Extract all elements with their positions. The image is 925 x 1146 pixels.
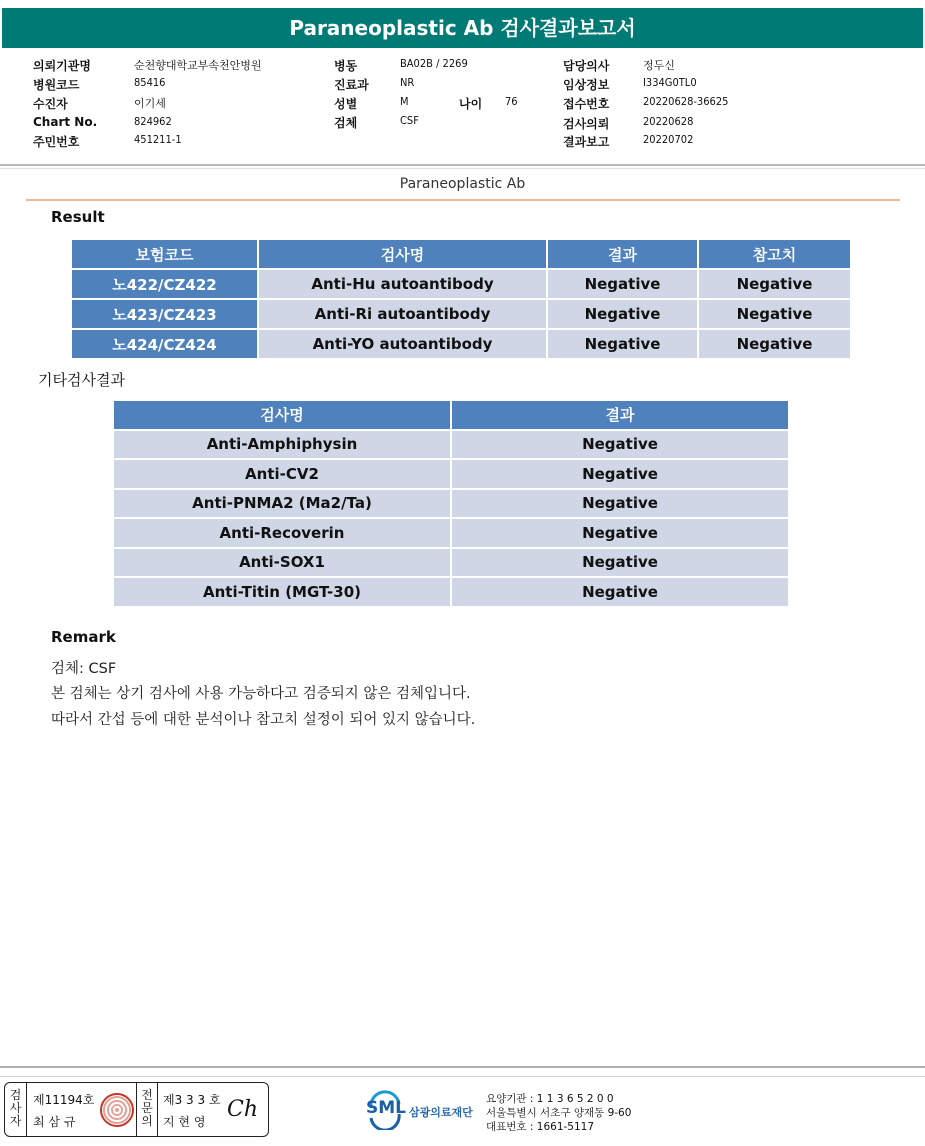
dept-label: 진료과 <box>334 78 369 92</box>
result-cell: Negative <box>452 519 788 547</box>
sml-logo-text: SML <box>366 1098 406 1118</box>
table-row <box>114 519 788 547</box>
org-phone: 대표번호 : 1661-5117 <box>486 1121 595 1133</box>
official-seal-icon <box>100 1093 134 1127</box>
hospital-code-value: 85416 <box>134 76 166 89</box>
col-header-result: 결과 <box>548 240 697 268</box>
result-table-header <box>72 240 850 268</box>
signature-box <box>4 1082 269 1137</box>
sex-label: 성별 <box>334 97 358 111</box>
clinical-label: 임상정보 <box>563 78 610 92</box>
section-title: Paraneoplastic Ab <box>399 176 526 192</box>
specimen-label: 검체 <box>334 116 358 130</box>
remark-heading: Remark <box>51 628 116 646</box>
report-value: 20220702 <box>643 133 694 146</box>
footer-divider-thin <box>0 1076 925 1077</box>
specialist-number: 제3 3 3 호 <box>163 1093 221 1107</box>
examiner-label <box>5 1083 27 1136</box>
result-cell: Negative <box>452 549 788 577</box>
result-cell: Negative <box>452 431 788 459</box>
test-name-cell: Anti-Recoverin <box>114 519 450 547</box>
result-cell: Negative <box>548 300 697 328</box>
table-row <box>114 431 788 459</box>
report-label: 결과보고 <box>563 135 610 149</box>
institution-value: 순천향대학교부속천안병원 <box>134 59 262 72</box>
report-title: Paraneoplastic Ab 검사결과보고서 <box>2 8 923 48</box>
result-cell: Negative <box>548 330 697 358</box>
remark-line: 따라서 간섭 등에 대한 분석이나 참고치 설정이 되어 있지 않습니다. <box>51 712 476 728</box>
test-name-cell: Anti-CV2 <box>114 460 450 488</box>
table-row <box>72 330 850 358</box>
id-label: 주민번호 <box>33 135 80 149</box>
col-header-test-name: 검사명 <box>114 401 450 429</box>
doctor-value: 정두신 <box>643 59 675 72</box>
test-name-cell: Anti-Amphiphysin <box>114 431 450 459</box>
table-row <box>72 300 850 328</box>
patient-info <box>0 56 925 162</box>
table-row <box>114 460 788 488</box>
clinical-value: I334G0TL0 <box>643 76 697 89</box>
result-cell: Negative <box>548 270 697 298</box>
age-label: 나이 <box>459 97 483 111</box>
table-row <box>114 490 788 518</box>
id-value: 451211-1 <box>134 133 182 146</box>
table-row <box>72 270 850 298</box>
test-name-cell: Anti-PNMA2 (Ma2/Ta) <box>114 490 450 518</box>
receipt-value: 20220628-36625 <box>643 95 729 108</box>
test-name-cell: Anti-Hu autoantibody <box>259 270 546 298</box>
table-row <box>114 578 788 606</box>
specimen-value: CSF <box>400 114 419 127</box>
examiner-label-text: 검 사 자 <box>9 1088 22 1128</box>
col-header-insurance-code: 보험코드 <box>72 240 257 268</box>
result-cell: Negative <box>452 490 788 518</box>
ward-value: BA02B / 2269 <box>400 57 468 70</box>
result-heading: Result <box>51 208 105 226</box>
examiner-name: 최 삼 규 <box>33 1115 76 1129</box>
hospital-code-label: 병원코드 <box>33 78 80 92</box>
patient-label: 수진자 <box>33 97 68 111</box>
sex-value: M <box>400 95 409 108</box>
footer-divider <box>0 1066 925 1068</box>
specialist-label-text: 전 문 의 <box>141 1088 153 1128</box>
result-table <box>70 238 852 360</box>
reference-cell: Negative <box>699 300 850 328</box>
insurance-code-cell: 노422/CZ422 <box>72 270 257 298</box>
org-address: 서울특별시 서초구 양재동 9-60 <box>486 1107 632 1119</box>
request-label: 검사의뢰 <box>563 117 610 131</box>
dept-value: NR <box>400 76 415 89</box>
specialist-name: 지 현 영 <box>163 1115 206 1129</box>
receipt-label: 접수번호 <box>563 97 610 111</box>
specialist-label <box>136 1083 158 1136</box>
chart-value: 824962 <box>134 115 172 128</box>
test-name-cell: Anti-Ri autoantibody <box>259 300 546 328</box>
ward-label: 병동 <box>334 59 358 73</box>
org-registration: 요양기관 : 1 1 3 6 5 2 0 0 <box>486 1093 614 1105</box>
col-header-test-name: 검사명 <box>259 240 546 268</box>
col-header-reference: 참고치 <box>699 240 850 268</box>
col-header-result: 결과 <box>452 401 788 429</box>
test-name-cell: Anti-YO autoantibody <box>259 330 546 358</box>
insurance-code-cell: 노424/CZ424 <box>72 330 257 358</box>
doctor-label: 담당의사 <box>563 59 610 73</box>
insurance-code-cell: 노423/CZ423 <box>72 300 257 328</box>
reference-cell: Negative <box>699 270 850 298</box>
org-name: 삼광의료재단 <box>409 1106 473 1119</box>
header-divider <box>0 164 925 166</box>
request-value: 20220628 <box>643 115 694 128</box>
examiner-number: 제11194호 <box>33 1093 95 1107</box>
result-cell: Negative <box>452 578 788 606</box>
test-name-cell: Anti-SOX1 <box>114 549 450 577</box>
table-row <box>114 549 788 577</box>
chart-label: Chart No. <box>33 115 98 129</box>
signature-icon: Ch <box>227 1097 259 1122</box>
other-table-header <box>114 401 788 429</box>
header-divider-thin <box>0 168 925 169</box>
remark-line: 검체: CSF <box>51 661 117 677</box>
age-value: 76 <box>505 95 518 108</box>
other-tests-heading: 기타검사결과 <box>38 371 125 389</box>
section-divider <box>26 199 900 201</box>
result-cell: Negative <box>452 460 788 488</box>
remark-line: 본 검체는 상기 검사에 사용 가능하다고 검증되지 않은 검체입니다. <box>51 686 471 702</box>
other-tests-table <box>112 399 790 608</box>
institution-label: 의뢰기관명 <box>33 59 91 73</box>
test-name-cell: Anti-Titin (MGT-30) <box>114 578 450 606</box>
patient-value: 이기세 <box>134 97 166 110</box>
reference-cell: Negative <box>699 330 850 358</box>
